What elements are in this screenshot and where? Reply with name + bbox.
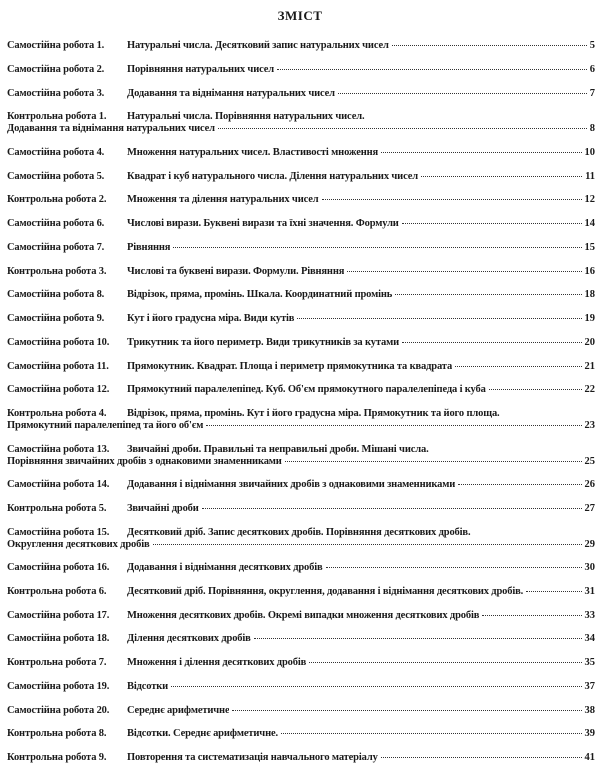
dot-leader [326,567,582,568]
toc-entry-title: Відрізок, пряма, промінь. Шкала. Координатний промінь [127,289,393,301]
toc-entry-title: Додавання і віднімання десяткових дробів [127,562,323,573]
dot-leader [392,45,587,46]
toc-entry-title-continued: Порівняння звичайних дробів з однаковими знаменниками [7,455,282,467]
toc-entry [7,586,595,610]
toc-entry-title-line [127,361,595,373]
toc-entry-page-number: 25 [584,455,595,467]
dot-leader [218,128,587,129]
toc-entry-label: Контрольна робота 8. [7,728,107,740]
dot-leader [254,638,582,639]
toc-entry-page-number: 26 [584,479,595,490]
dot-leader [402,342,582,343]
dot-leader [395,294,581,295]
toc-entry [7,562,595,586]
toc-entry-title-line [127,40,595,52]
dot-leader [338,93,587,94]
toc-entry [7,147,595,171]
toc-entry-title: Рівняння [127,241,171,253]
toc-entry-title-line [127,337,595,349]
toc-entry-title-line [127,562,595,574]
toc-entry-title: Прямокутний паралелепіпед. Куб. Об'єм прямокутного паралелепіпеда і куба [127,384,486,396]
toc-entry [7,705,595,729]
dot-leader [297,318,581,319]
toc-entry-second-line [7,420,595,432]
toc-entry-label: Контрольна робота 1. [7,111,107,123]
toc-entry-title-line [127,88,595,100]
toc-entry-title: Ділення десяткових дробів [127,633,251,645]
toc-entry-page-number: 27 [584,502,595,514]
toc-entry-title: Множення натуральних чисел. Властивості множення [127,146,379,158]
toc-entry [7,88,595,112]
toc-entry-title-line [127,289,595,301]
dot-leader [232,710,581,711]
toc-entry-title-line [127,147,595,159]
dot-leader [458,484,581,485]
toc-entry-page-number: 37 [584,680,595,692]
toc-entry-title-line [127,313,595,325]
toc-entry-page-number: 20 [584,336,595,348]
toc-entry-title-line [127,266,595,278]
toc-entry-title-line [127,728,595,740]
toc-entry-second-line [7,456,595,468]
toc-entry-title: Повторення та систематизація навчального матеріалу [127,752,378,763]
toc-entry-label: Самостійна робота 16. [7,562,110,573]
dot-leader [381,152,581,153]
toc-entry-page-number: 23 [584,420,595,431]
toc-entry-title: Відсотки [127,680,169,692]
toc-entry-title: Відсотки. Середнє арифметичне. [127,728,278,740]
toc-entry-title-line [127,610,595,622]
toc-entry-label: Контрольна робота 9. [7,752,107,763]
toc-entry-title: Числові вирази. Буквені вирази та їхні значення. Формули [127,218,399,229]
toc-entry-page-number: 38 [584,704,595,716]
toc-entry-page-number: 10 [584,146,595,158]
dot-leader [421,176,582,177]
toc-entry-page-number: 31 [584,585,595,597]
toc-entry [7,633,595,657]
toc-entry-label: Самостійна робота 8. [7,289,105,301]
dot-leader [277,69,587,70]
toc-entry [7,361,595,385]
dot-leader [153,544,582,545]
toc-entry-label: Самостійна робота 9. [7,313,105,324]
dot-leader [206,425,581,426]
toc-entry-label: Контрольна робота 4. [7,408,107,419]
toc-entry [7,728,595,752]
toc-entry [7,289,595,313]
toc-entry-title: Числові та буквені вирази. Формули. Рівняння [127,265,345,277]
toc-entry [7,218,595,242]
toc-entry-label: Самостійна робота 15. [7,526,110,538]
toc-entry-title-line [127,586,595,598]
toc-entry-title-line [127,657,595,669]
toc-entry-page-number: 18 [584,289,595,301]
toc-entry-title: Множення і ділення десяткових дробів [127,657,307,668]
toc-entry-page-number: 22 [584,384,595,396]
toc-entry-label: Контрольна робота 2. [7,194,107,206]
toc-entry [7,384,595,408]
toc-entry-label: Самостійна робота 7. [7,241,105,253]
toc-entry-title: Трикутник та його периметр. Види трикутників за кутами [127,336,399,348]
toc-entry-page-number: 15 [584,241,595,253]
toc-entry-title: Відрізок, пряма, промінь. Кут і його градусна міра. Прямокутник та його площа. [127,408,500,419]
dot-leader [171,686,581,687]
toc-entry [7,266,595,290]
toc-entry-title-line [127,752,595,764]
toc-entry-label: Самостійна робота 11. [7,360,109,372]
toc-entry-title: Десятковий дріб. Порівняння, округлення, додавання і віднімання десяткових дробів. [127,585,524,597]
toc-entry [7,681,595,705]
dot-leader [309,662,581,663]
toc-entry-page-number: 19 [584,313,595,324]
toc-entry-label: Контрольна робота 6. [7,585,107,597]
dot-leader [285,461,582,462]
dot-leader [202,508,582,509]
toc-entry-page-number: 21 [584,360,595,372]
dot-leader [347,271,581,272]
toc-entry-title-line [127,218,595,230]
toc-entry-title: Порівняння натуральних чисел [127,63,274,75]
toc-entry-label: Самостійна робота 2. [7,63,105,75]
toc-entry-title: Натуральні числа. Порівняння натуральних чисел. [127,111,365,123]
toc-entry-title: Додавання та віднімання натуральних чисел [127,87,335,99]
toc-entry-page-number: 6 [589,63,595,75]
toc-entry-page-number: 41 [584,752,595,763]
toc-entry-title-line [127,64,595,76]
toc-entry-page-number: 39 [584,728,595,740]
dot-leader [322,199,582,200]
toc-entry-label: Самостійна робота 12. [7,384,110,396]
toc-entry [7,527,595,563]
toc-entry-title: Десятковий дріб. Запис десяткових дробів. Порівняння десяткових дробів. [127,526,471,538]
toc-entry-title: Прямокутник. Квадрат. Площа і периметр прямокутника та квадрата [127,360,453,372]
toc-entry-page-number: 12 [584,194,595,206]
toc-entry-page-number: 30 [584,562,595,573]
toc-entry-title-line [127,384,595,396]
toc-entry-title-line [127,194,595,206]
toc-entry [7,40,595,64]
dot-leader [173,247,581,248]
toc-entry-page-number: 8 [589,123,595,135]
toc-entry-page-number: 7 [589,87,595,99]
toc-entry-label: Самостійна робота 20. [7,704,110,716]
toc-entry-title-line [127,681,595,693]
toc-entry-title-continued: Прямокутний паралелепіпед та його об'єм [7,420,204,431]
toc-entry-title-line [127,503,595,515]
toc-entry-page-number: 33 [584,609,595,621]
toc-entry-label: Самостійна робота 17. [7,609,110,621]
toc-entry-label: Самостійна робота 13. [7,443,110,455]
toc-entry-title: Звичайні дроби [127,502,199,514]
toc-entry [7,313,595,337]
toc-entry-title: Квадрат і куб натурального числа. Ділення натуральних чисел [127,170,418,182]
dot-leader [526,591,581,592]
toc-entry-title-line [127,633,595,645]
toc-entry-label: Контрольна робота 7. [7,657,107,668]
toc-entry [7,64,595,88]
toc-entry-title: Звичайні дроби. Правильні та неправильні дроби. Мішані числа. [127,443,429,455]
toc-entry [7,242,595,266]
toc-entry-title-continued: Округлення десяткових дробів [7,538,150,550]
toc-entry-label: Самостійна робота 4. [7,146,105,158]
toc-entry-label: Самостійна робота 14. [7,479,110,490]
toc-entry [7,657,595,681]
dot-leader [381,757,582,758]
toc-entry [7,111,595,147]
toc-entry-title-line [127,242,595,254]
toc-entry-second-line [7,539,595,551]
toc-entry-label: Контрольна робота 3. [7,265,107,277]
toc-entry [7,444,595,480]
toc-entry-title: Множення та ділення натуральних чисел [127,194,319,206]
toc-entry-page-number: 34 [584,633,595,645]
toc-entry-label: Самостійна робота 19. [7,680,110,692]
toc-entry-second-line [7,123,595,135]
toc-entry [7,752,595,776]
toc-entry-page-number: 11 [585,170,595,182]
toc-entry [7,503,595,527]
toc-entry-label: Самостійна робота 6. [7,218,105,229]
toc-entry-label: Самостійна робота 18. [7,633,110,645]
toc-entry-title-continued: Додавання та віднімання натуральних чисел [7,123,215,135]
toc-entry-title: Множення десяткових дробів. Окремі випадки множення десяткових дробів [127,609,480,621]
toc-entry-title: Додавання і віднімання звичайних дробів з однаковими знаменниками [127,479,456,490]
dot-leader [455,366,581,367]
dot-leader [482,615,581,616]
toc-entry [7,194,595,218]
toc-entry [7,610,595,634]
toc-entry-page-number: 16 [584,265,595,277]
toc-entry-page-number: 35 [584,657,595,668]
toc-entry-title: Натуральні числа. Десятковий запис натуральних чисел [127,40,389,51]
dot-leader [489,389,582,390]
toc-entry [7,479,595,503]
toc-entry [7,408,595,444]
toc-entry-title-line [127,705,595,717]
toc-entry-title: Середнє арифметичне [127,704,230,716]
toc-entry-label: Самостійна робота 1. [7,40,105,51]
toc-entry-label: Самостійна робота 5. [7,170,105,182]
toc-entry-title: Кут і його градусна міра. Види кутів [127,313,295,324]
page-title: ЗМІСТ [277,8,323,23]
table-of-contents [7,40,595,776]
toc-entry-label: Самостійна робота 3. [7,87,105,99]
toc-entry-page-number: 29 [584,538,595,550]
toc-entry-page-number: 14 [584,218,595,229]
toc-entry-label: Контрольна робота 5. [7,502,107,514]
toc-entry-label: Самостійна робота 10. [7,336,110,348]
toc-entry-title-line [127,171,595,183]
toc-entry [7,171,595,195]
toc-entry-page-number: 5 [589,40,595,51]
toc-entry [7,337,595,361]
toc-entry-title-line [127,479,595,491]
dot-leader [281,733,582,734]
dot-leader [402,223,582,224]
